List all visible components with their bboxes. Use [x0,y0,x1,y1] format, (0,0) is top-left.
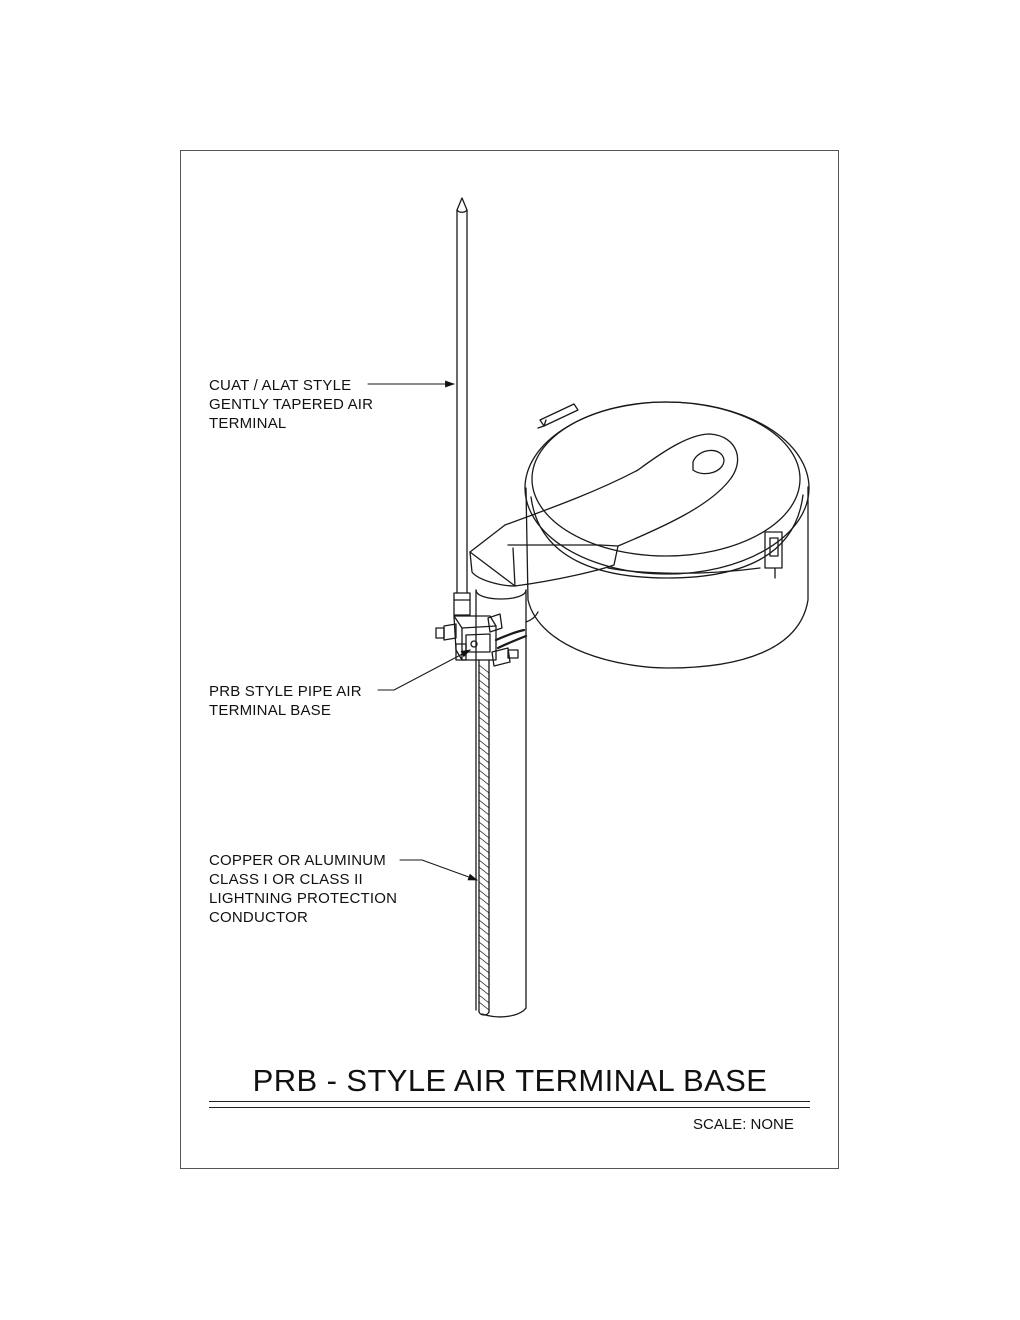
scale-note: SCALE: NONE [693,1116,794,1133]
lid-handle [470,434,738,586]
drawing-title: PRB - STYLE AIR TERMINAL BASE [252,1063,768,1098]
air-terminal-rod [454,198,470,615]
leader-conductor [400,860,477,880]
callout-conductor: COPPER OR ALUMINUM CLASS I OR CLASS II LIGHTNING PROTECTION CONDUCTOR [209,852,398,926]
title-underline-bottom [209,1107,810,1108]
callout-pipe-base: PRB STYLE PIPE AIR TERMINAL BASE [209,683,362,719]
callout-air-terminal: CUAT / ALAT STYLE GENTLY TAPERED AIR TERMINAL [209,377,374,432]
title-underline-top [209,1101,810,1102]
pipe [476,590,538,1017]
rooftop-unit [525,402,809,668]
prb-clamp [436,614,526,666]
lightning-conductor [479,660,489,1015]
